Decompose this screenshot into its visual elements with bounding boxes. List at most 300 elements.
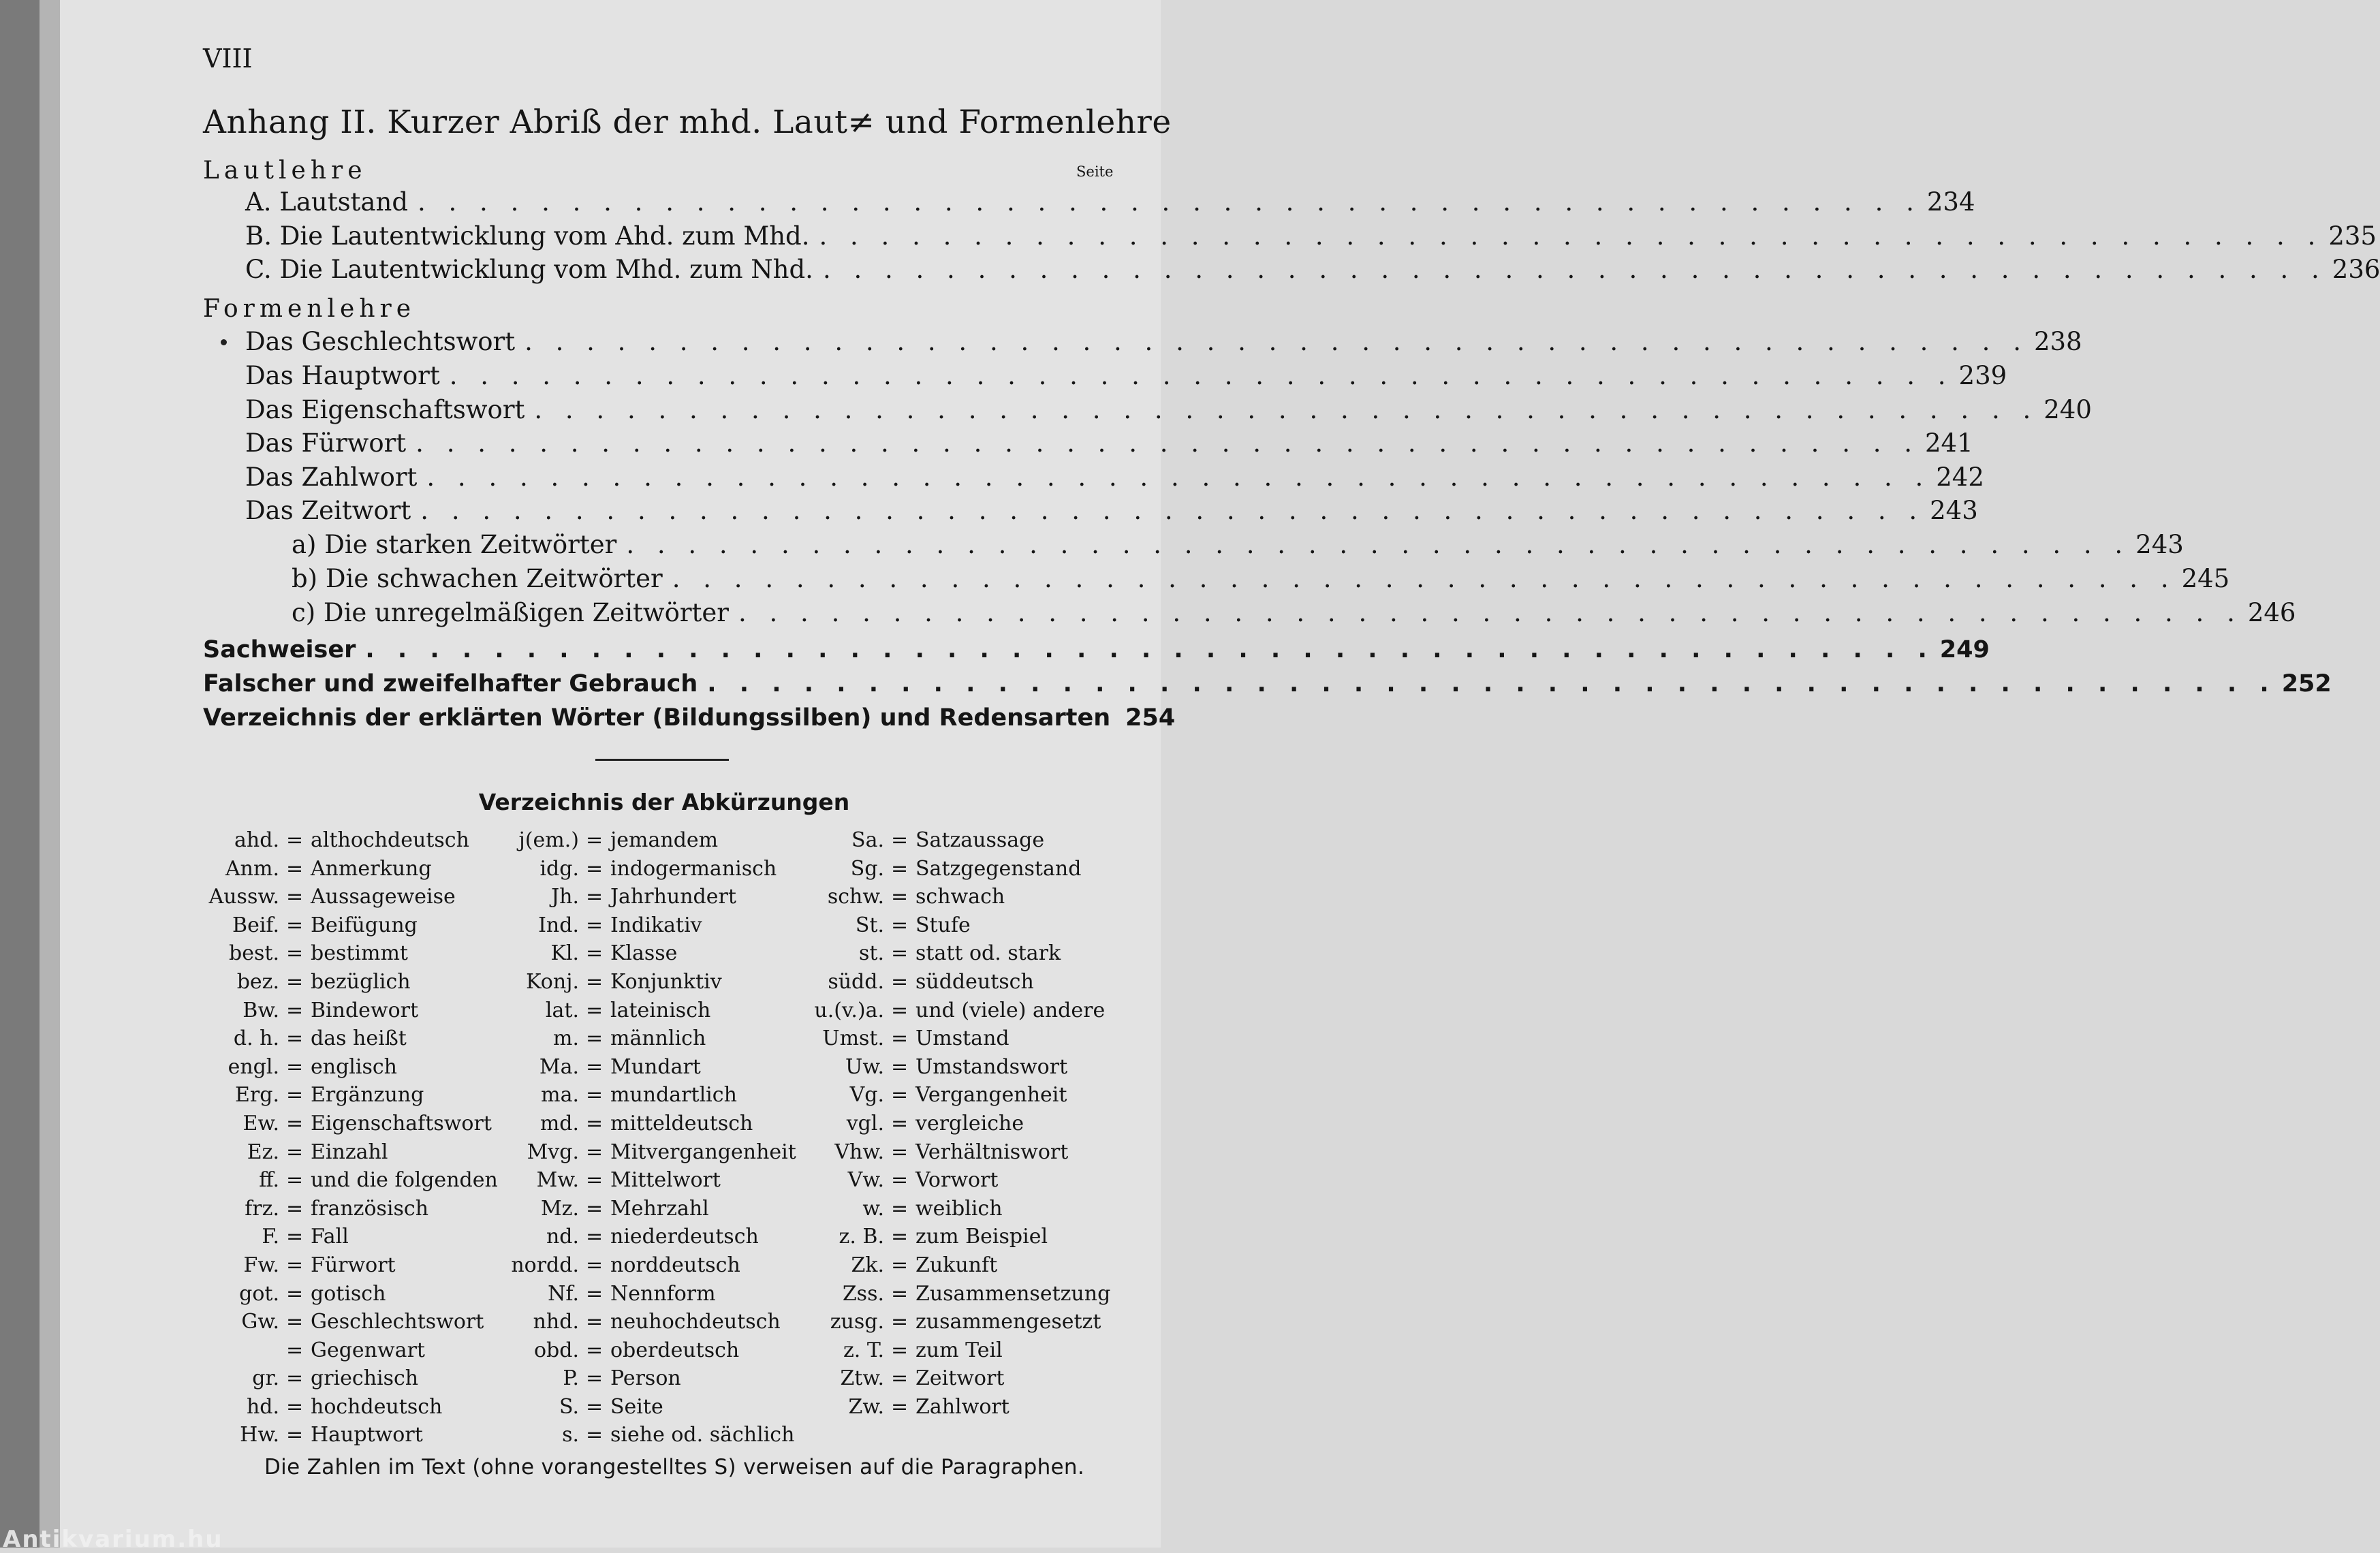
abbreviation: ahd.	[234, 828, 279, 852]
abbreviation-meaning: Vorwort	[915, 1168, 999, 1193]
toc-entry-label: c) Die unregelmäßigen Zeitwörter	[292, 598, 729, 627]
equals-sign: =	[891, 941, 909, 966]
equals-sign: =	[286, 1281, 304, 1306]
abbreviation: vgl.	[846, 1111, 884, 1135]
abbreviation-meaning: neuhochdeutsch	[610, 1310, 781, 1334]
toc-entry-label: Sachweiser	[203, 636, 356, 663]
abbreviation-row	[516, 828, 830, 857]
section-heading-formenlehre: Formenlehre	[203, 295, 416, 323]
abbreviation-column	[204, 828, 531, 1452]
abbreviation-row	[516, 857, 830, 885]
abbreviation-column	[815, 828, 1128, 1423]
abbreviation-row	[815, 1310, 1128, 1338]
equals-sign: =	[586, 828, 604, 852]
equals-sign: =	[286, 1225, 304, 1249]
abbreviation-row	[204, 999, 531, 1027]
equals-sign: =	[286, 885, 304, 909]
abbreviation: Fw.	[243, 1253, 279, 1277]
abbreviation: Ew.	[242, 1111, 279, 1135]
equals-sign: =	[891, 1338, 909, 1362]
abbreviation: Sg.	[850, 856, 884, 881]
equals-sign: =	[286, 1054, 304, 1079]
toc-entry-page: 235	[2328, 221, 2377, 251]
toc-entry	[245, 221, 2377, 253]
abbreviation: Gw.	[241, 1310, 279, 1334]
abbreviation-row	[516, 1366, 830, 1395]
abbreviation: nd.	[546, 1225, 579, 1249]
abbreviation-row	[511, 1253, 830, 1282]
equals-sign: =	[586, 913, 604, 937]
abbreviation: nordd.	[511, 1253, 579, 1277]
toc-entry-page: 254	[1125, 704, 1176, 732]
abbreviation: best.	[229, 941, 279, 966]
toc-entry-page: 238	[2033, 327, 2082, 356]
abbreviation-meaning: Mehrzahl	[610, 1196, 709, 1221]
abbreviation-row	[204, 1338, 531, 1367]
abbreviation-row	[204, 828, 531, 857]
abbreviation: Ma.	[539, 1054, 579, 1079]
equals-sign: =	[586, 1026, 604, 1051]
equals-sign: =	[891, 1366, 909, 1391]
abbreviation-row	[815, 941, 1128, 970]
equals-sign: =	[286, 828, 304, 852]
seite-label: Seite	[1076, 163, 1114, 180]
toc-entry	[245, 327, 2082, 358]
equals-sign: =	[286, 1253, 304, 1277]
equals-sign: =	[286, 998, 304, 1022]
abbreviation-meaning: Stufe	[915, 913, 971, 937]
equals-sign: =	[586, 1394, 604, 1419]
equals-sign: =	[286, 1026, 304, 1051]
abbreviation-row	[204, 857, 531, 885]
abbreviation-meaning: Satzgegenstand	[915, 856, 1082, 881]
abbreviation: ma.	[541, 1083, 579, 1108]
abbreviation: lat.	[545, 998, 579, 1022]
equals-sign: =	[586, 998, 604, 1022]
abbreviation-row	[516, 1338, 830, 1367]
abbreviation: F.	[262, 1225, 279, 1249]
toc-leader-dots: . . . . . . . . . . . . . . . . . . . . . . . . . . . . . . . . . . . . . . . . . . . . . . . . .	[534, 395, 2039, 424]
abbreviation: Konj.	[526, 969, 579, 994]
abbreviation-meaning: Zahlwort	[915, 1394, 1009, 1419]
equals-sign: =	[286, 1168, 304, 1193]
abbreviation: m.	[553, 1026, 579, 1051]
abbreviation-row	[204, 1395, 531, 1424]
abbreviation: Nf.	[548, 1281, 579, 1306]
abbreviation-row	[204, 1310, 531, 1338]
abbreviation-row	[815, 1366, 1128, 1395]
abbreviation: St.	[855, 913, 884, 937]
toc-entry	[292, 598, 2296, 629]
abbreviation: u.(v.)a.	[814, 998, 884, 1022]
abbreviation-meaning: Satzaussage	[915, 828, 1045, 852]
equals-sign: =	[891, 1394, 909, 1419]
toc-entry-page: 242	[1936, 462, 1984, 492]
equals-sign: =	[286, 1111, 304, 1135]
abbreviation: Umst.	[822, 1026, 884, 1051]
toc-leader-dots: . . . . . . . . . . . . . . . . . . . . . . . . . . . . . . . . . . . . . . . . . . . . . . . . .	[672, 564, 2176, 593]
equals-sign: =	[891, 1168, 909, 1193]
abbreviation-meaning: schwach	[915, 885, 1005, 909]
toc-entry-label: Das Hauptwort	[245, 361, 440, 390]
abbreviation-row	[516, 1083, 830, 1112]
equals-sign: =	[891, 1140, 909, 1164]
abbreviation-row	[204, 1112, 531, 1140]
toc-leader-dots: . . . . . . . . . . . . . . . . . . . . . . . . . . . . . . . . . . . . . . . . . . . . . . . . .	[819, 221, 2323, 251]
abbreviation-meaning: Mitvergangenheit	[610, 1140, 796, 1164]
abbreviation-row	[516, 913, 830, 942]
abbreviation-row	[516, 1026, 830, 1055]
toc-entry-page: 240	[2044, 395, 2092, 424]
abbreviations-title: Verzeichnis der Abkürzungen	[478, 789, 850, 815]
abbreviation: Ind.	[538, 913, 579, 937]
abbreviation-row	[516, 1197, 830, 1225]
toc-entry-page: 252	[2281, 670, 2332, 697]
abbreviation-meaning: norddeutsch	[610, 1253, 740, 1277]
abbreviation: idg.	[539, 856, 579, 881]
toc-leader-dots: . . . . . . . . . . . . . . . . . . . . . . . . . . . . . . . . . . . . . . . . . . . . . . . . .	[626, 530, 2131, 559]
toc-entry-label: Falscher und zweifelhafter Gebrauch	[203, 670, 698, 697]
abbreviation-row	[204, 941, 531, 970]
toc-entry-label: C. Die Lautentwicklung vom Mhd. zum Nhd.	[245, 255, 813, 284]
abbreviation: Kl.	[550, 941, 579, 966]
equals-sign: =	[286, 1310, 304, 1334]
abbreviation-row	[516, 1168, 830, 1197]
equals-sign: =	[891, 1310, 909, 1334]
abbreviation: gr.	[252, 1366, 279, 1391]
abbreviation-meaning: Bindewort	[311, 998, 419, 1022]
abbreviation-row	[815, 1282, 1128, 1311]
abbreviation-meaning: Umstandswort	[915, 1054, 1068, 1079]
equals-sign: =	[586, 885, 604, 909]
abbreviation-meaning: Mundart	[610, 1054, 701, 1079]
toc-leader-dots: . . . . . . . . . . . . . . . . . . . . . . . . . . . . . . . . . . . . . . . . . . . . . . . . .	[822, 255, 2327, 284]
abbreviation-row	[516, 1310, 830, 1338]
abbreviation-meaning: Geschlechtswort	[311, 1310, 484, 1334]
abbreviation-meaning: zum Teil	[915, 1338, 1003, 1362]
abbreviation-meaning: süddeutsch	[915, 969, 1034, 994]
abbreviation-row	[815, 1083, 1128, 1112]
equals-sign: =	[586, 1083, 604, 1108]
abbreviation-meaning: lateinisch	[610, 998, 711, 1022]
abbreviation: S.	[559, 1394, 579, 1419]
equals-sign: =	[286, 913, 304, 937]
abbreviation-meaning: das heißt	[311, 1026, 407, 1051]
equals-sign: =	[586, 969, 604, 994]
abbreviation-meaning: hochdeutsch	[311, 1394, 443, 1419]
abbreviation-meaning: Zeitwort	[915, 1366, 1005, 1391]
abbreviation-row	[516, 1055, 830, 1084]
abbreviation-meaning: siehe od. sächlich	[610, 1423, 795, 1447]
abbreviation-meaning: Seite	[610, 1394, 663, 1419]
abbreviation: Jh.	[551, 885, 579, 909]
abbreviation-row	[815, 1055, 1128, 1084]
equals-sign: =	[891, 1196, 909, 1221]
abbreviation: Mw.	[536, 1168, 579, 1193]
abbreviation: Vg.	[849, 1083, 884, 1108]
abbreviation-meaning: Klasse	[610, 941, 678, 966]
equals-sign: =	[286, 1423, 304, 1447]
abbreviation-row	[204, 1282, 531, 1311]
toc-entry-label: B. Die Lautentwicklung vom Ahd. zum Mhd.	[245, 221, 810, 251]
abbreviation: bez.	[236, 969, 279, 994]
toc-entry-label: a) Die starken Zeitwörter	[292, 530, 617, 559]
toc-entry	[292, 530, 2184, 561]
equals-sign: =	[586, 1196, 604, 1221]
toc-entry	[203, 636, 1990, 668]
equals-sign: =	[891, 1225, 909, 1249]
toc-entry	[292, 564, 2230, 595]
section-divider	[595, 759, 729, 761]
abbreviation: Ez.	[247, 1140, 279, 1164]
book-spine-shadow	[0, 0, 40, 1548]
equals-sign: =	[286, 969, 304, 994]
abbreviation-row	[204, 1225, 531, 1253]
equals-sign: =	[891, 885, 909, 909]
abbreviation-meaning: Verhältniswort	[915, 1140, 1069, 1164]
toc-entry-label: Das Zahlwort	[245, 462, 418, 492]
abbreviation-row	[204, 885, 531, 913]
abbreviation-row	[204, 1423, 531, 1452]
toc-leader-dots: . . . . . . . . . . . . . . . . . . . . . . . . . . . . . . . . . . . . . . . . . . . . . . . . .	[524, 327, 2029, 356]
abbreviation-meaning: Aussageweise	[311, 885, 456, 909]
toc-entry-page: 245	[2181, 564, 2230, 593]
abbreviation-row	[204, 1366, 531, 1395]
abbreviation-column	[511, 828, 830, 1452]
abbreviation-row	[516, 970, 830, 999]
page-title: Anhang II. Kurzer Abriß der mhd. Laut≠ und Formenlehre	[203, 104, 1172, 141]
abbreviation-row	[815, 913, 1128, 942]
abbreviation: ff.	[259, 1168, 279, 1193]
abbreviation: Zw.	[848, 1394, 884, 1419]
toc-entry-label: Das Eigenschaftswort	[245, 395, 525, 424]
abbreviation-meaning: und (viele) andere	[915, 998, 1106, 1022]
abbreviation: Bw.	[242, 998, 279, 1022]
abbreviation-meaning: Gegenwart	[311, 1338, 425, 1362]
toc-entry	[245, 361, 2007, 392]
abbreviation: Mz.	[540, 1196, 579, 1221]
abbreviation-meaning: niederdeutsch	[610, 1225, 759, 1249]
equals-sign: =	[891, 856, 909, 881]
toc-leader-dots: . . . . . . . . . . . . . . . . . . . . . . . . . . . . . . . . . . . . . . . . . . . . . . . . .	[707, 670, 2276, 697]
abbreviation-meaning: Fürwort	[311, 1253, 396, 1277]
equals-sign: =	[586, 1253, 604, 1277]
abbreviation-row	[815, 1168, 1128, 1197]
abbreviation-row	[204, 1197, 531, 1225]
abbreviation: Beif.	[232, 913, 279, 937]
abbreviation-row	[516, 1112, 830, 1140]
abbreviation-row	[516, 885, 830, 913]
toc-leader-dots: . . . . . . . . . . . . . . . . . . . . . . . . . . . . . . . . . . . . . . . . . . . . . . . . .	[418, 187, 1922, 217]
abbreviation-row	[204, 1140, 531, 1169]
equals-sign: =	[286, 1394, 304, 1419]
equals-sign: =	[286, 941, 304, 966]
section-heading-lautlehre: Lautlehre	[203, 157, 367, 185]
abbreviation-meaning: Zukunft	[915, 1253, 998, 1277]
abbreviation-row	[516, 999, 830, 1027]
toc-entry-label: Das Fürwort	[245, 428, 407, 458]
toc-entry-label: Das Geschlechtswort	[245, 327, 516, 356]
abbreviation-meaning: statt od. stark	[915, 941, 1061, 966]
abbreviation-row	[516, 1282, 830, 1311]
equals-sign: =	[286, 1366, 304, 1391]
equals-sign: =	[286, 1083, 304, 1108]
abbreviation-meaning: Eigenschaftswort	[311, 1111, 492, 1135]
abbreviation: Erg.	[235, 1083, 279, 1108]
page-gutter	[40, 0, 60, 1548]
abbreviation-row	[204, 1168, 531, 1197]
toc-entry	[245, 462, 1984, 494]
toc-leader-dots: . . . . . . . . . . . . . . . . . . . . . . . . . . . . . . . . . . . . . . . . . . . . . . . . .	[738, 598, 2242, 627]
abbreviation: nhd.	[533, 1310, 579, 1334]
equals-sign: =	[586, 1338, 604, 1362]
abbreviation: s.	[562, 1423, 579, 1447]
abbreviation-meaning: Fall	[311, 1225, 349, 1249]
abbreviation: Sa.	[851, 828, 884, 852]
toc-entry	[203, 704, 1176, 736]
abbreviation: Ztw.	[840, 1366, 884, 1391]
bullet-mark-icon	[221, 339, 227, 345]
abbreviation-row	[815, 828, 1128, 857]
toc-entry-page: 239	[1958, 361, 2007, 390]
abbreviation-meaning: Jahrhundert	[610, 885, 736, 909]
abbreviation: j(em.)	[518, 828, 579, 852]
abbreviation-row	[204, 970, 531, 999]
toc-leader-dots: . . . . . . . . . . . . . . . . . . . . . . . . . . . . . . . . . . . . . . . . . . . . . . . . .	[449, 361, 1954, 390]
abbreviation: zusg.	[830, 1310, 884, 1334]
toc-entry	[245, 255, 2380, 286]
abbreviation-row	[815, 1225, 1128, 1253]
equals-sign: =	[891, 913, 909, 937]
abbreviation: w.	[862, 1196, 884, 1221]
equals-sign: =	[586, 1140, 604, 1164]
abbreviation: Uw.	[845, 1054, 884, 1079]
equals-sign: =	[891, 1083, 909, 1108]
toc-entry-label: A. Lautstand	[245, 187, 409, 217]
equals-sign: =	[586, 1225, 604, 1249]
abbreviation: Mvg.	[527, 1140, 579, 1164]
abbreviations-footnote: Die Zahlen im Text (ohne vorangestelltes S) verweisen auf die Paragraphen.	[264, 1455, 1084, 1479]
abbreviation-meaning: mundartlich	[610, 1083, 737, 1108]
abbreviation: schw.	[827, 885, 884, 909]
abbreviation-row	[815, 1395, 1128, 1424]
abbreviation-row	[516, 1140, 830, 1169]
abbreviation-row	[815, 1338, 1128, 1367]
abbreviation-meaning: Mittelwort	[610, 1168, 721, 1193]
toc-entry-page: 243	[2135, 530, 2184, 559]
abbreviation: südd.	[828, 969, 884, 994]
abbreviation-meaning: Indikativ	[610, 913, 702, 937]
equals-sign: =	[586, 1310, 604, 1334]
abbreviation-meaning: englisch	[311, 1054, 397, 1079]
abbreviation-row	[204, 913, 531, 942]
toc-entry-page: 243	[1930, 496, 1978, 525]
abbreviation: got.	[239, 1281, 279, 1306]
abbreviation-meaning: französisch	[311, 1196, 429, 1221]
abbreviation-row	[516, 1225, 830, 1253]
abbreviation-meaning: Zusammensetzung	[915, 1281, 1111, 1306]
abbreviation: Vhw.	[834, 1140, 884, 1164]
abbreviation-meaning: Person	[610, 1366, 681, 1391]
abbreviation-row	[815, 1140, 1128, 1169]
abbreviation-meaning: weiblich	[915, 1196, 1003, 1221]
equals-sign: =	[891, 1026, 909, 1051]
abbreviation-meaning: mitteldeutsch	[610, 1111, 753, 1135]
equals-sign: =	[286, 1196, 304, 1221]
abbreviation: z. T.	[843, 1338, 884, 1362]
toc-entry-label: Das Zeitwort	[245, 496, 411, 525]
watermark: Antikvarium.hu	[3, 1526, 223, 1553]
abbreviation: Vw.	[847, 1168, 884, 1193]
equals-sign: =	[891, 1253, 909, 1277]
toc-entry-page: 234	[1926, 187, 1975, 217]
equals-sign: =	[286, 1338, 304, 1362]
equals-sign: =	[586, 1111, 604, 1135]
toc-entry	[245, 428, 1973, 460]
abbreviation: hd.	[246, 1394, 279, 1419]
toc-entry	[245, 395, 2092, 426]
abbreviation-row	[516, 1423, 830, 1452]
toc-leader-dots: . . . . . . . . . . . . . . . . . . . . . . . . . . . . . . . . . . . . . . . . . . . . . . . . .	[426, 462, 1931, 492]
abbreviation-row	[204, 1026, 531, 1055]
abbreviation: obd.	[533, 1338, 579, 1362]
toc-entry-label: b) Die schwachen Zeitwörter	[292, 564, 663, 593]
abbreviation-meaning: Vergangenheit	[915, 1083, 1067, 1108]
abbreviation-meaning: althochdeutsch	[311, 828, 469, 852]
abbreviation-meaning: Nennform	[610, 1281, 716, 1306]
abbreviation-meaning: jemandem	[610, 828, 719, 852]
abbreviation-row	[204, 1083, 531, 1112]
abbreviation-meaning: Umstand	[915, 1026, 1009, 1051]
abbreviation-row	[516, 1395, 830, 1424]
abbreviation: md.	[539, 1111, 579, 1135]
abbreviation: Zss.	[842, 1281, 884, 1306]
equals-sign: =	[586, 856, 604, 881]
abbreviation-meaning: zusammengesetzt	[915, 1310, 1101, 1334]
abbreviation-meaning: Konjunktiv	[610, 969, 722, 994]
abbreviation: Hw.	[240, 1423, 279, 1447]
abbreviation: d. h.	[233, 1026, 279, 1051]
equals-sign: =	[891, 828, 909, 852]
abbreviation: engl.	[228, 1054, 279, 1079]
abbreviation-meaning: Anmerkung	[311, 856, 432, 881]
equals-sign: =	[891, 1111, 909, 1135]
abbreviation: z. B.	[839, 1225, 884, 1249]
toc-entry-label: Verzeichnis der erklärten Wörter (Bildungssilben) und Redensarten	[203, 704, 1111, 732]
abbreviation-meaning: gotisch	[311, 1281, 386, 1306]
abbreviation: Anm.	[225, 856, 279, 881]
equals-sign: =	[586, 941, 604, 966]
equals-sign: =	[586, 1054, 604, 1079]
abbreviation-meaning: bestimmt	[311, 941, 408, 966]
toc-leader-dots: . . . . . . . . . . . . . . . . . . . . . . . . . . . . . . . . . . . . . . . . . . . . . . . . .	[365, 636, 1935, 663]
abbreviation: st.	[859, 941, 884, 966]
abbreviation-meaning: und die folgenden	[311, 1168, 498, 1193]
equals-sign: =	[586, 1366, 604, 1391]
abbreviation-row	[815, 1197, 1128, 1225]
abbreviation: frz.	[245, 1196, 279, 1221]
abbreviation-meaning: indogermanisch	[610, 856, 777, 881]
abbreviation: Aussw.	[208, 885, 279, 909]
equals-sign: =	[286, 856, 304, 881]
abbreviation-row	[204, 1055, 531, 1084]
abbreviation-meaning: Hauptwort	[311, 1423, 423, 1447]
equals-sign: =	[586, 1423, 604, 1447]
equals-sign: =	[286, 1140, 304, 1164]
abbreviation-row	[815, 1026, 1128, 1055]
abbreviation-meaning: Beifügung	[311, 913, 418, 937]
abbreviation-row	[815, 1112, 1128, 1140]
